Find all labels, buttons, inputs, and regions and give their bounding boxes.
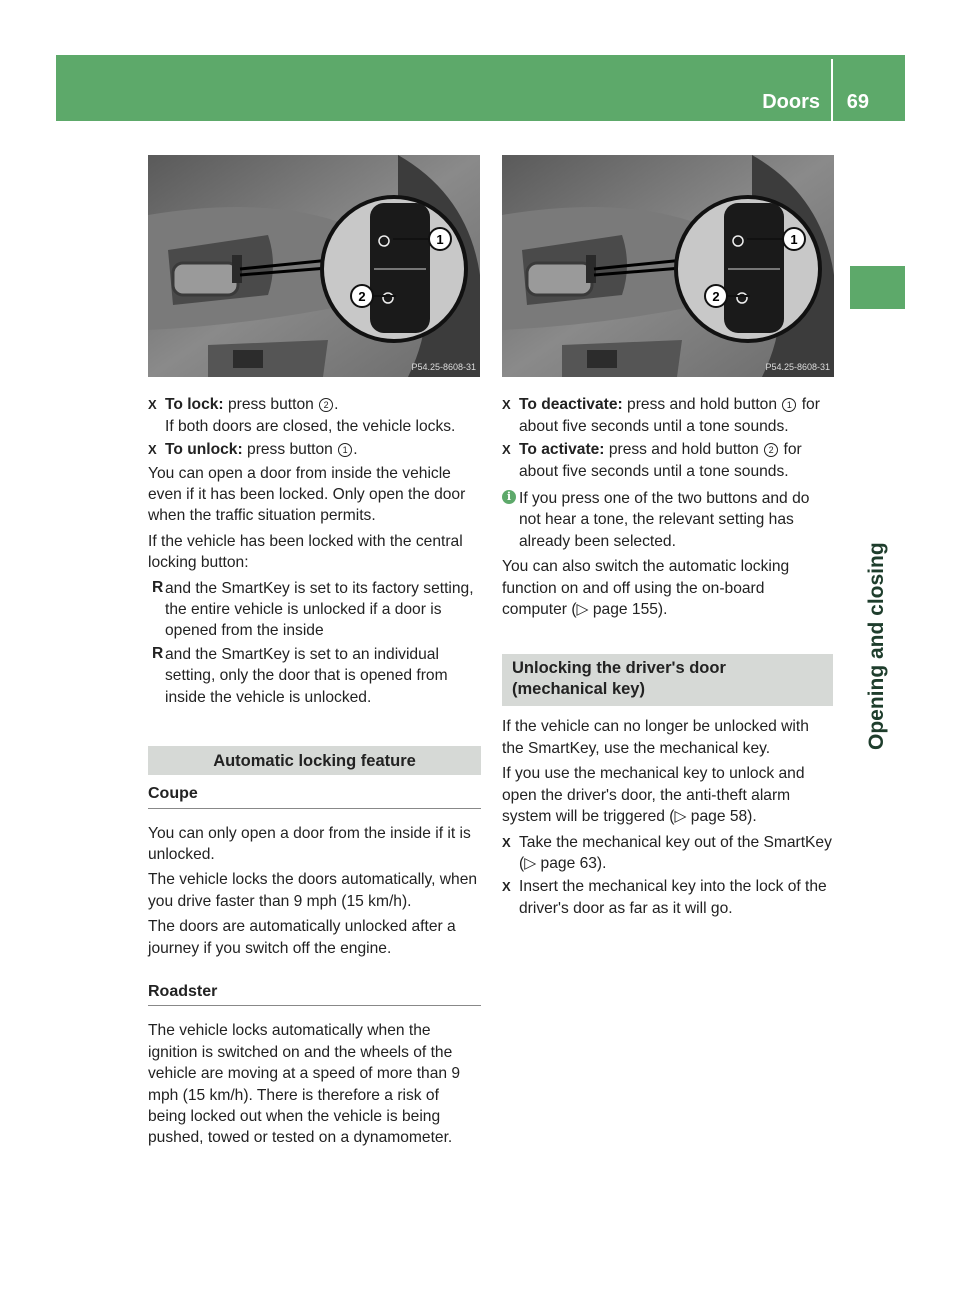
step-lock — [148, 394, 481, 437]
step-text: Insert the mechanical key into the lock of the driver's door as far as it will go. — [519, 878, 827, 917]
door-lock-buttons-figure — [148, 155, 480, 377]
figure-code: P54.25-8608-31 — [411, 362, 476, 372]
step-label: To activate: — [519, 441, 605, 459]
step-arrow-icon: X — [502, 442, 511, 458]
subheading-coupe: Coupe — [148, 783, 481, 808]
bullet-icon: R — [152, 644, 164, 662]
page-ref-arrow-icon: ▷ — [524, 854, 537, 872]
side-tab-label: Opening and closing — [865, 542, 888, 750]
step-deactivate — [502, 394, 833, 437]
paragraph: If the vehicle has been locked with the central locking button: — [148, 532, 463, 572]
step-text: Take the mechanical key out of the SmartKey ( — [519, 833, 832, 872]
list-item-text: and the SmartKey is set to an individual setting, only the door that is opened from inside the vehicle is unlocked. — [165, 645, 448, 706]
subheading-roadster: Roadster — [148, 981, 481, 1006]
step-arrow-icon: X — [148, 442, 157, 458]
paragraph-text: If you use the mechanical key to unlock and open the driver's door, the anti-theft alarm system will be triggered ( — [502, 765, 805, 826]
step-note: If both doors are closed, the vehicle locks. — [165, 417, 456, 435]
right-column — [502, 155, 833, 921]
step-text: press button — [227, 396, 314, 414]
info-note — [502, 488, 833, 552]
page-ref-arrow-icon: ▷ — [674, 808, 687, 826]
page-reference[interactable]: page 155 — [592, 601, 658, 619]
circled-number-icon: 2 — [319, 398, 333, 412]
step-arrow-icon: X — [502, 879, 511, 895]
step-activate — [502, 439, 833, 482]
paragraph: If the vehicle can no longer be unlocked with the SmartKey, use the mechanical key. — [502, 718, 809, 757]
section-heading-line: (mechanical key) — [512, 680, 645, 699]
step-insert-key — [502, 876, 833, 919]
paragraph-text-end: ). — [747, 808, 757, 826]
list-item — [148, 578, 481, 642]
info-text: If you press one of the two buttons and do not hear a tone, the relevant setting has already been selected. — [519, 490, 810, 550]
side-tab-marker — [850, 266, 905, 309]
callout-2: 2 — [712, 289, 720, 304]
bullet-icon: R — [152, 578, 164, 596]
step-take-key — [502, 832, 833, 875]
step-text-end: . — [353, 441, 358, 459]
step-text-end: for about five seconds until a tone sounds. — [519, 441, 802, 480]
paragraph: The doors are automatically unlocked after a journey if you switch off the engine. — [148, 918, 456, 957]
circled-number-icon: 1 — [782, 398, 796, 412]
paragraph-text: You can also switch the automatic locking function on and off using the on-board computer ( — [502, 558, 790, 619]
step-text-end: . — [334, 396, 339, 414]
step-label: To lock: — [165, 396, 224, 414]
left-column — [148, 155, 481, 1153]
section-heading: Automatic locking feature — [148, 746, 481, 775]
step-arrow-icon: X — [148, 397, 157, 413]
paragraph: The vehicle locks the doors automatically, when you drive faster than 9 mph (15 km/h). — [148, 871, 478, 910]
callout-1: 1 — [790, 232, 798, 247]
header-bar — [56, 55, 905, 121]
callout-1: 1 — [436, 232, 444, 247]
callout-2: 2 — [358, 289, 366, 304]
circled-number-icon: 1 — [338, 443, 352, 457]
paragraph-text-end: ). — [657, 601, 668, 619]
paragraph: You can only open a door from the inside if it is unlocked. — [148, 824, 471, 863]
section-heading — [502, 654, 833, 706]
paragraph: You can open a door from inside the vehicle even if it has been locked. Only open the door when the traffic situation permits. — [148, 464, 466, 525]
page-reference[interactable]: page 63 — [540, 854, 597, 872]
paragraph — [502, 556, 833, 620]
list-item — [148, 644, 481, 708]
step-unlock — [148, 439, 481, 460]
list-item-text: and the SmartKey is set to its factory setting, the entire vehicle is unlocked if a door is opened from the inside — [165, 579, 474, 640]
section-heading-line: Unlocking the driver's door — [512, 659, 726, 678]
step-arrow-icon: X — [502, 397, 511, 413]
step-text: press and hold button — [608, 441, 759, 459]
page-ref-arrow-icon: ▷ — [576, 601, 589, 619]
side-tab — [849, 310, 905, 780]
step-text-end: ). — [596, 854, 607, 872]
chapter-title: Doors — [762, 91, 820, 113]
paragraph — [502, 763, 833, 827]
header-divider — [831, 59, 833, 121]
figure-code: P54.25-8608-31 — [765, 362, 830, 372]
step-text-end: for about five seconds until a tone sounds. — [519, 396, 820, 435]
paragraph: The vehicle locks automatically when the ignition is switched on and the wheels of the vehicle are moving at a speed of more than 9 mph (15 km/h). There is therefore a risk of being locked out when the vehicle is being pushed, towed or tested on a dynamometer. — [148, 1022, 461, 1147]
door-lock-buttons-figure — [502, 155, 834, 377]
page-number: 69 — [846, 91, 869, 113]
step-text: press and hold button — [627, 396, 778, 414]
step-text: press button — [247, 441, 333, 459]
step-arrow-icon: X — [502, 834, 511, 850]
info-icon: i — [502, 490, 516, 504]
page-reference[interactable]: page 58 — [690, 808, 748, 826]
step-label: To deactivate: — [519, 396, 623, 414]
circled-number-icon: 2 — [764, 443, 778, 457]
step-label: To unlock: — [165, 441, 243, 459]
